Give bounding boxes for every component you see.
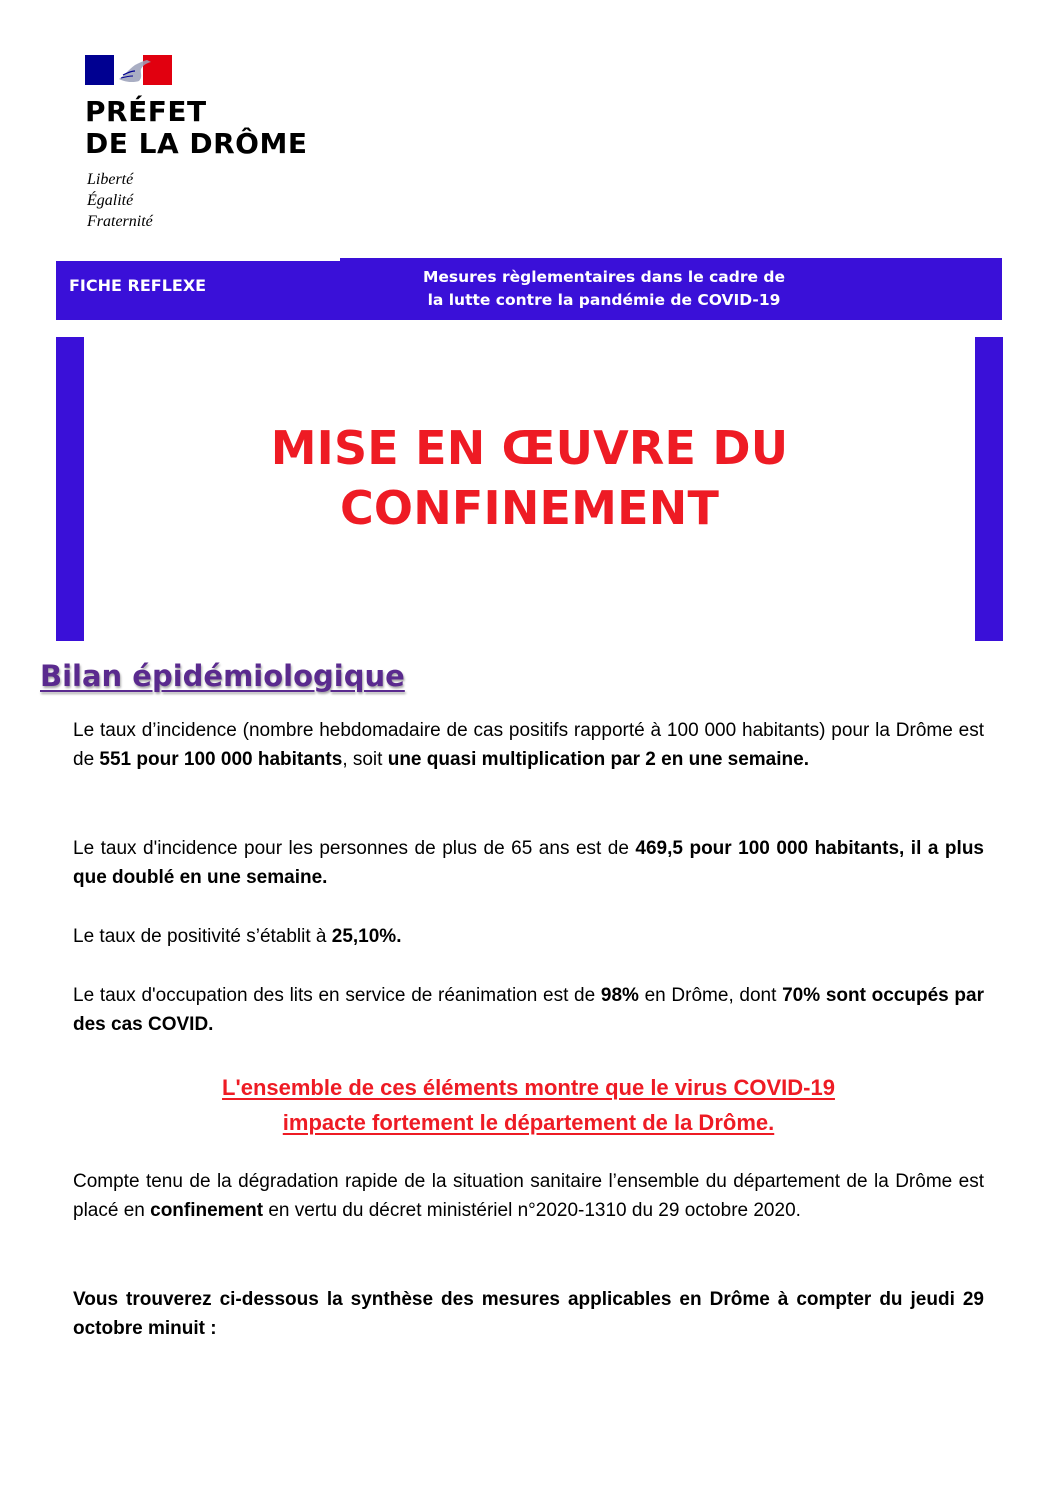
header-band-notch <box>56 258 340 261</box>
header-subtitle <box>340 266 868 312</box>
motto-fraternite: Fraternité <box>87 213 153 230</box>
paragraph-incidence-65plus: Le taux d'incidence pour les personnes de plus de 65 ans est de 469,5 pour 100 000 habitants, il a plus que doublé en une semaine. <box>73 838 984 888</box>
header-subtitle-line2: la lutte contre la pandémie de COVID-19 <box>427 291 781 309</box>
paragraph-confinement: Compte tenu de la dégradation rapide de la situation sanitaire l’ensemble du département de la Drôme est placé en confinement en vertu du décret ministériel n°2020-1310 du 29 octobre 2020. <box>73 1171 984 1221</box>
motto-egalite: Égalité <box>87 192 134 209</box>
title-frame-right-bar <box>975 337 1003 641</box>
alert-line1: L'ensemble de ces éléments montre que le virus COVID-19 <box>222 1075 835 1100</box>
motto-liberte: Liberté <box>87 171 134 188</box>
prefecture-name-line1: PRÉFET <box>85 95 207 128</box>
page-title: MISE EN ŒUVRE DU CONFINEMENT <box>270 421 789 535</box>
prefecture-name-line2: DE LA DRÔME <box>85 127 308 160</box>
paragraph-reanimation: Le taux d'occupation des lits en service de réanimation est de 98% en Drôme, dont 70% sont occupés par des cas COVID. <box>73 985 984 1035</box>
marianne-logo-icon <box>85 55 172 85</box>
fiche-reflexe-tag: FICHE REFLEXE <box>69 276 207 295</box>
title-frame-left-bar <box>56 337 84 641</box>
paragraph-synthese: Vous trouverez ci-dessous la synthèse des mesures applicables en Drôme à compter du jeudi 29 octobre minuit : <box>73 1289 984 1339</box>
paragraph-positivite: Le taux de positivité s’établit à 25,10%. <box>73 926 402 947</box>
header-subtitle-line1: Mesures règlementaires dans le cadre de <box>422 268 786 286</box>
section-title: Bilan épidémiologique <box>40 659 405 693</box>
paragraph-incidence: Le taux d’incidence (nombre hebdomadaire de cas positifs rapporté à 100 000 habitants) pour la Drôme est de 551 pour 100 000 habitants, soit une quasi multiplication par 2 en une semaine. <box>73 720 984 770</box>
alert-line2: impacte fortement le département de la Drôme. <box>282 1110 775 1135</box>
alert-statement <box>73 1070 984 1140</box>
